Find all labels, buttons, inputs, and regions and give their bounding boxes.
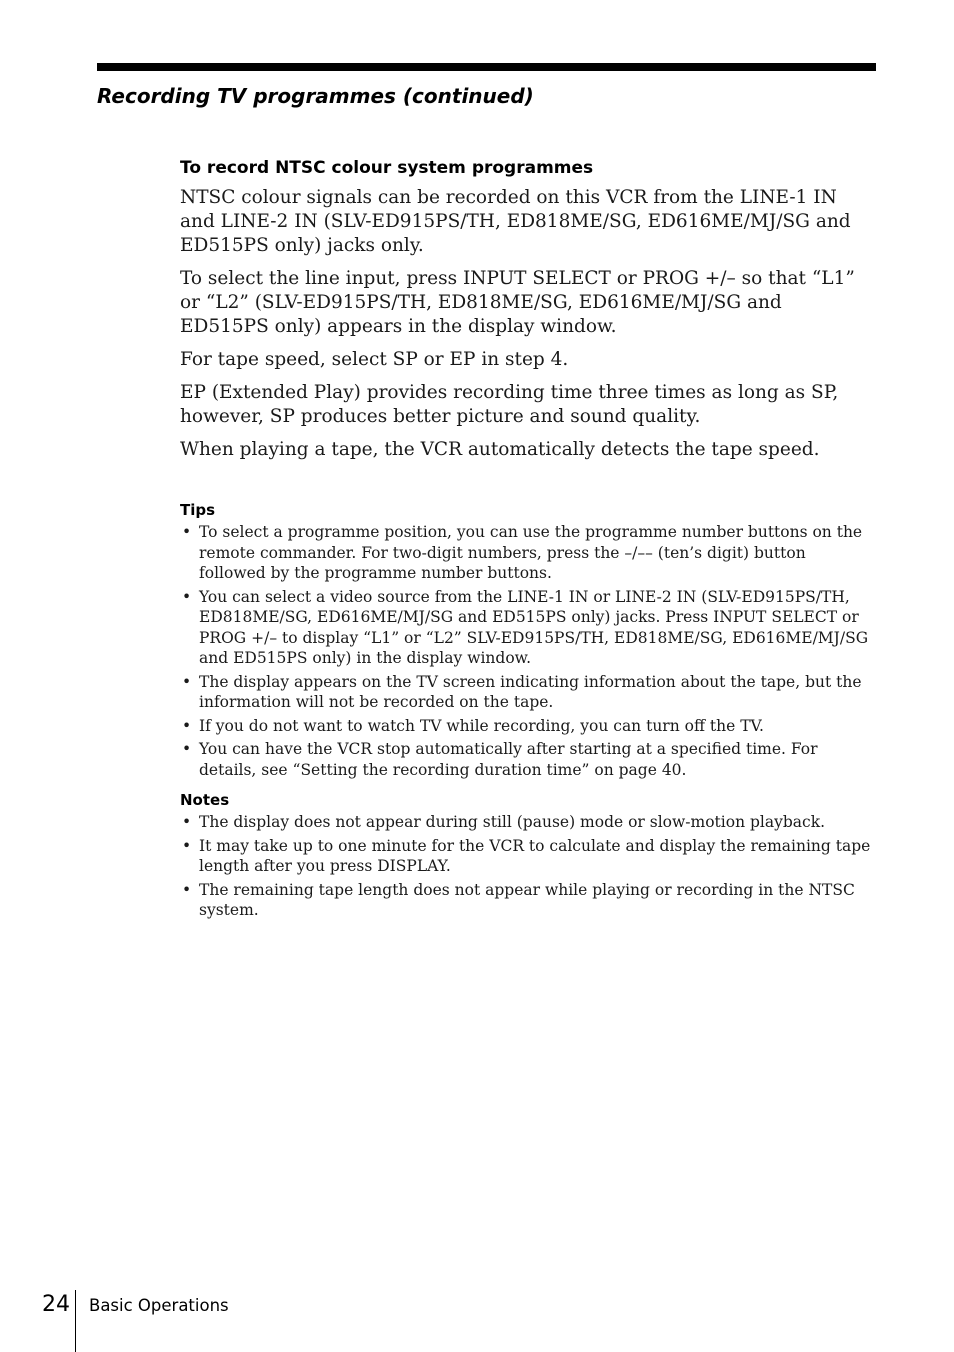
list-item <box>180 880 875 921</box>
paragraph-ntsc-signals: NTSC colour signals can be recorded on this VCR from the LINE-1 IN and LINE-2 IN (SLV-ED915PS/TH, ED818ME/SG, ED616ME/MJ/SG and ED515PS only) jacks only. <box>180 187 851 256</box>
bullet-icon: • <box>182 587 192 606</box>
header-rule <box>97 63 876 71</box>
list-item <box>180 522 875 584</box>
list-item <box>180 739 875 780</box>
tip-text: You can select a video source from the LINE-1 IN or LINE-2 IN (SLV-ED915PS/TH, ED818ME/SG, ED616ME/MJ/SG and ED515PS only) jacks. Press INPUT SELECT or PROG +/– to display “L1” or “L2” SLV-ED915PS/TH, ED818ME/SG, ED616ME/MJ/SG and ED515PS only) in the display window. <box>199 587 869 667</box>
tips-label: Tips <box>180 501 216 519</box>
notes-list <box>180 812 875 921</box>
tip-text: If you do not want to watch TV while recording, you can turn off the TV. <box>199 716 764 735</box>
note-text: It may take up to one minute for the VCR to calculate and display the remaining tape length after you press DISPLAY. <box>199 836 871 875</box>
tip-text: To select a programme position, you can use the programme number buttons on the remote commander. For two-digit numbers, press the –/–– (ten’s digit) button followed by the programme number buttons. <box>199 523 863 582</box>
page-number: 24 <box>42 1292 70 1317</box>
bullet-icon: • <box>182 813 192 831</box>
list-item <box>180 716 875 737</box>
tip-text: The display appears on the TV screen indicating information about the tape, but the information will not be recorded on the tape. <box>199 672 862 711</box>
bullet-icon: • <box>182 880 192 899</box>
notes-label: Notes <box>180 791 230 809</box>
list-item <box>180 812 875 833</box>
tip-text: You can have the VCR stop automatically after starting at a specified time. For details, see “Setting the recording duration time” on page 40. <box>199 740 818 779</box>
paragraph-tape-speed: For tape speed, select SP or EP in step 4. <box>180 349 569 370</box>
main-content <box>180 156 875 924</box>
note-text: The display does not appear during still (pause) mode or slow-motion playback. <box>199 813 826 831</box>
bullet-icon: • <box>182 836 192 855</box>
bullet-icon: • <box>182 716 192 735</box>
bullet-icon: • <box>182 740 192 758</box>
list-item <box>180 836 875 877</box>
tips-list <box>180 522 875 780</box>
section-title: Recording TV programmes (continued) <box>97 84 534 108</box>
list-item <box>180 587 875 669</box>
bullet-icon: • <box>182 672 192 691</box>
bullet-icon: • <box>182 523 192 541</box>
paragraph-line-input: To select the line input, press INPUT SELECT or PROG +/– so that “L1” or “L2” (SLV-ED915PS/TH, ED818ME/SG, ED616ME/MJ/SG and ED515PS only) appears in the display window. <box>180 268 855 337</box>
paragraph-auto-detect: When playing a tape, the VCR automatically detects the tape speed. <box>180 439 820 460</box>
paragraph-extended-play: EP (Extended Play) provides recording time three times as long as SP, however, SP produces better picture and sound quality. <box>180 382 839 427</box>
footer-section-name: Basic Operations <box>89 1296 229 1315</box>
note-text: The remaining tape length does not appear while playing or recording in the NTSC system. <box>199 880 855 919</box>
footer-divider <box>75 1290 76 1352</box>
list-item <box>180 672 875 713</box>
subheading-ntsc: To record NTSC colour system programmes <box>180 158 594 178</box>
